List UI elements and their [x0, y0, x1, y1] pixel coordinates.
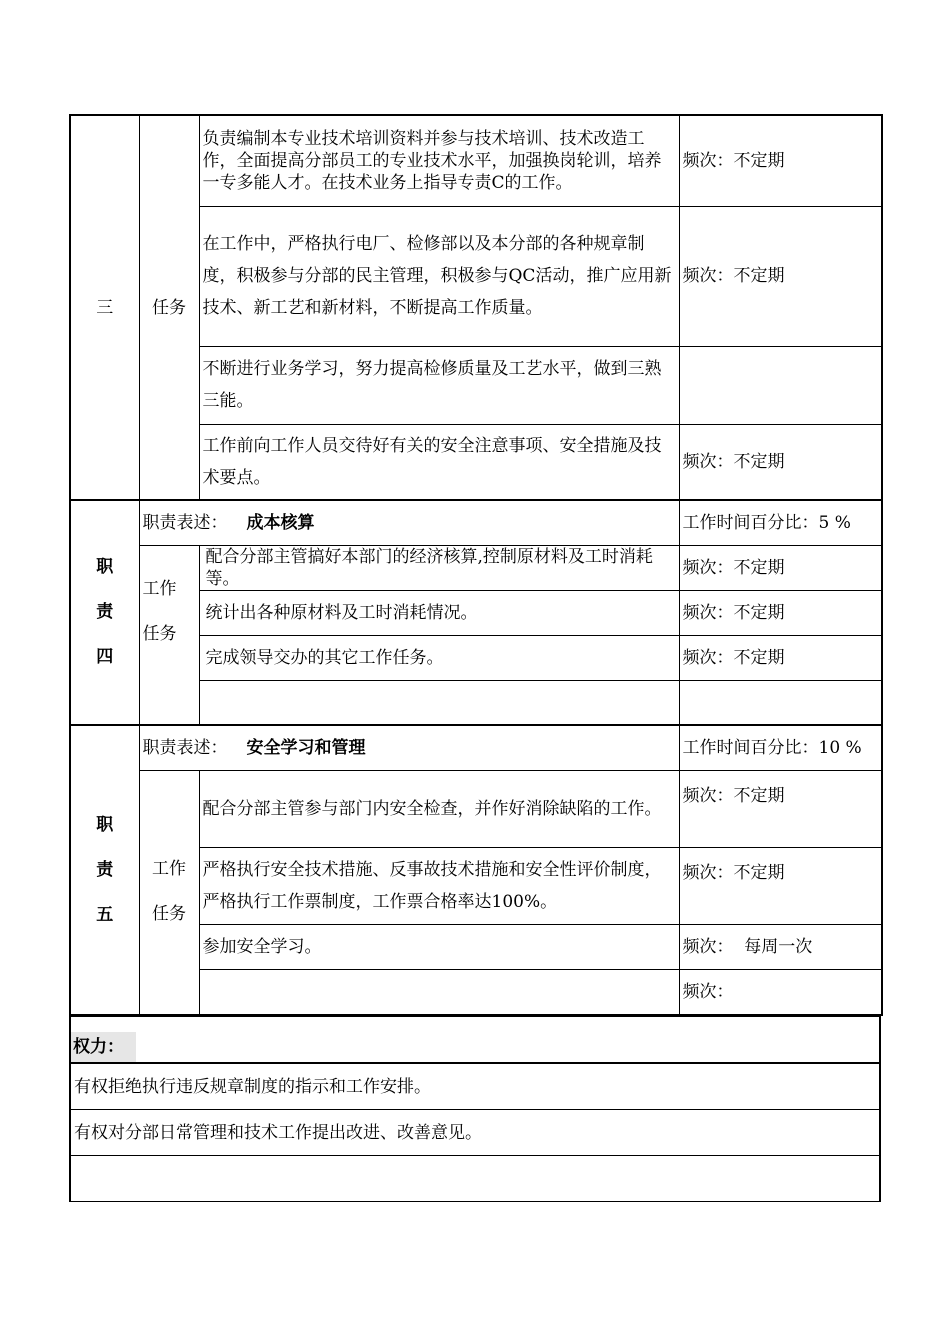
table-row: [70, 545, 882, 590]
frequency-value: 频次：不定期: [679, 424, 882, 500]
frequency-value: 频次：不定期: [679, 115, 882, 206]
task-label: 工作 任务: [139, 770, 199, 1015]
duty-label-char: 职: [96, 557, 114, 577]
task-text: 完成领导交办的其它工作任务。: [199, 635, 679, 680]
duty-label-char: 职: [96, 814, 114, 835]
duty-label-char: 责: [96, 859, 114, 880]
frequency-value: [679, 680, 882, 725]
frequency-value: 频次：不定期: [679, 545, 882, 590]
task-text: 参加安全学习。: [199, 924, 679, 969]
table-row: [70, 1110, 880, 1156]
duty-label-char: 责: [96, 602, 114, 622]
frequency-value: 频次： 每周一次: [679, 924, 882, 969]
frequency-value: 频次：不定期: [679, 590, 882, 635]
duty-description-prefix: 职责表述：: [142, 512, 228, 533]
job-description-page: [69, 114, 881, 1202]
duty-description-title: 成本核算: [246, 512, 315, 533]
frequency-value: 频次：不定期: [679, 206, 882, 346]
rights-heading: 权力：: [71, 1032, 136, 1062]
frequency-value: 频次：不定期: [679, 847, 882, 924]
duty-label-char: 五: [96, 904, 114, 925]
section-label-3: 三: [70, 115, 139, 500]
table-row: [70, 1156, 880, 1202]
table-row: [70, 500, 882, 545]
frequency-value: 频次：不定期: [679, 635, 882, 680]
task-text: 负责编制本专业技术培训资料并参与技术培训、技术改造工作，全面提高分部员工的专业技术水平，加强换岗轮训，培养一专多能人才。在技术业务上指导专责C的工作。: [199, 115, 679, 206]
duty-description: [139, 500, 679, 545]
time-percent: 工作时间百分比：10 %: [679, 725, 882, 770]
duty-description-title: 安全学习和管理: [246, 737, 366, 758]
table-row: [70, 725, 882, 770]
task-label: 工作 任务: [139, 545, 199, 725]
rights-item: [70, 1156, 880, 1202]
task-text: [199, 969, 679, 1015]
rights-heading-cell: [70, 1017, 880, 1064]
frequency-value: 频次：: [679, 969, 882, 1015]
frequency-value: [679, 346, 882, 424]
task-label: 任务: [139, 115, 199, 500]
rights-item: 有权拒绝执行违反规章制度的指示和工作安排。: [70, 1063, 880, 1110]
task-text: 严格执行安全技术措施、反事故技术措施和安全性评价制度，严格执行工作票制度，工作票合格率达100%。: [199, 847, 679, 924]
task-text: 统计出各种原材料及工时消耗情况。: [199, 590, 679, 635]
task-text: 不断进行业务学习，努力提高检修质量及工艺水平，做到三熟三能。: [199, 346, 679, 424]
duty-label-char: 四: [96, 647, 114, 667]
task-text: 在工作中，严格执行电厂、检修部以及本分部的各种规章制度，积极参与分部的民主管理，积极参与QC活动，推广应用新技术、新工艺和新材料，不断提高工作质量。: [199, 206, 679, 346]
task-text: 配合分部主管搞好本部门的经济核算,控制原材料及工时消耗等。: [199, 545, 679, 590]
table-row: [70, 1017, 880, 1064]
rights-item: 有权对分部日常管理和技术工作提出改进、改善意见。: [70, 1110, 880, 1156]
duty-description: [139, 725, 679, 770]
duty-label-4: [70, 500, 139, 725]
frequency-value: 频次：不定期: [679, 770, 882, 847]
task-text: 工作前向工作人员交待好有关的安全注意事项、安全措施及技术要点。: [199, 424, 679, 500]
duty-description-prefix: 职责表述：: [142, 737, 228, 758]
table-row: [70, 115, 882, 206]
duties-table: [69, 114, 883, 1016]
rights-table: [69, 1016, 881, 1202]
task-text: 配合分部主管参与部门内安全检查，并作好消除缺陷的工作。: [199, 770, 679, 847]
table-row: [70, 1063, 880, 1110]
table-row: [70, 770, 882, 847]
task-text: [199, 680, 679, 725]
time-percent: 工作时间百分比：5 %: [679, 500, 882, 545]
duty-label-5: [70, 725, 139, 1015]
